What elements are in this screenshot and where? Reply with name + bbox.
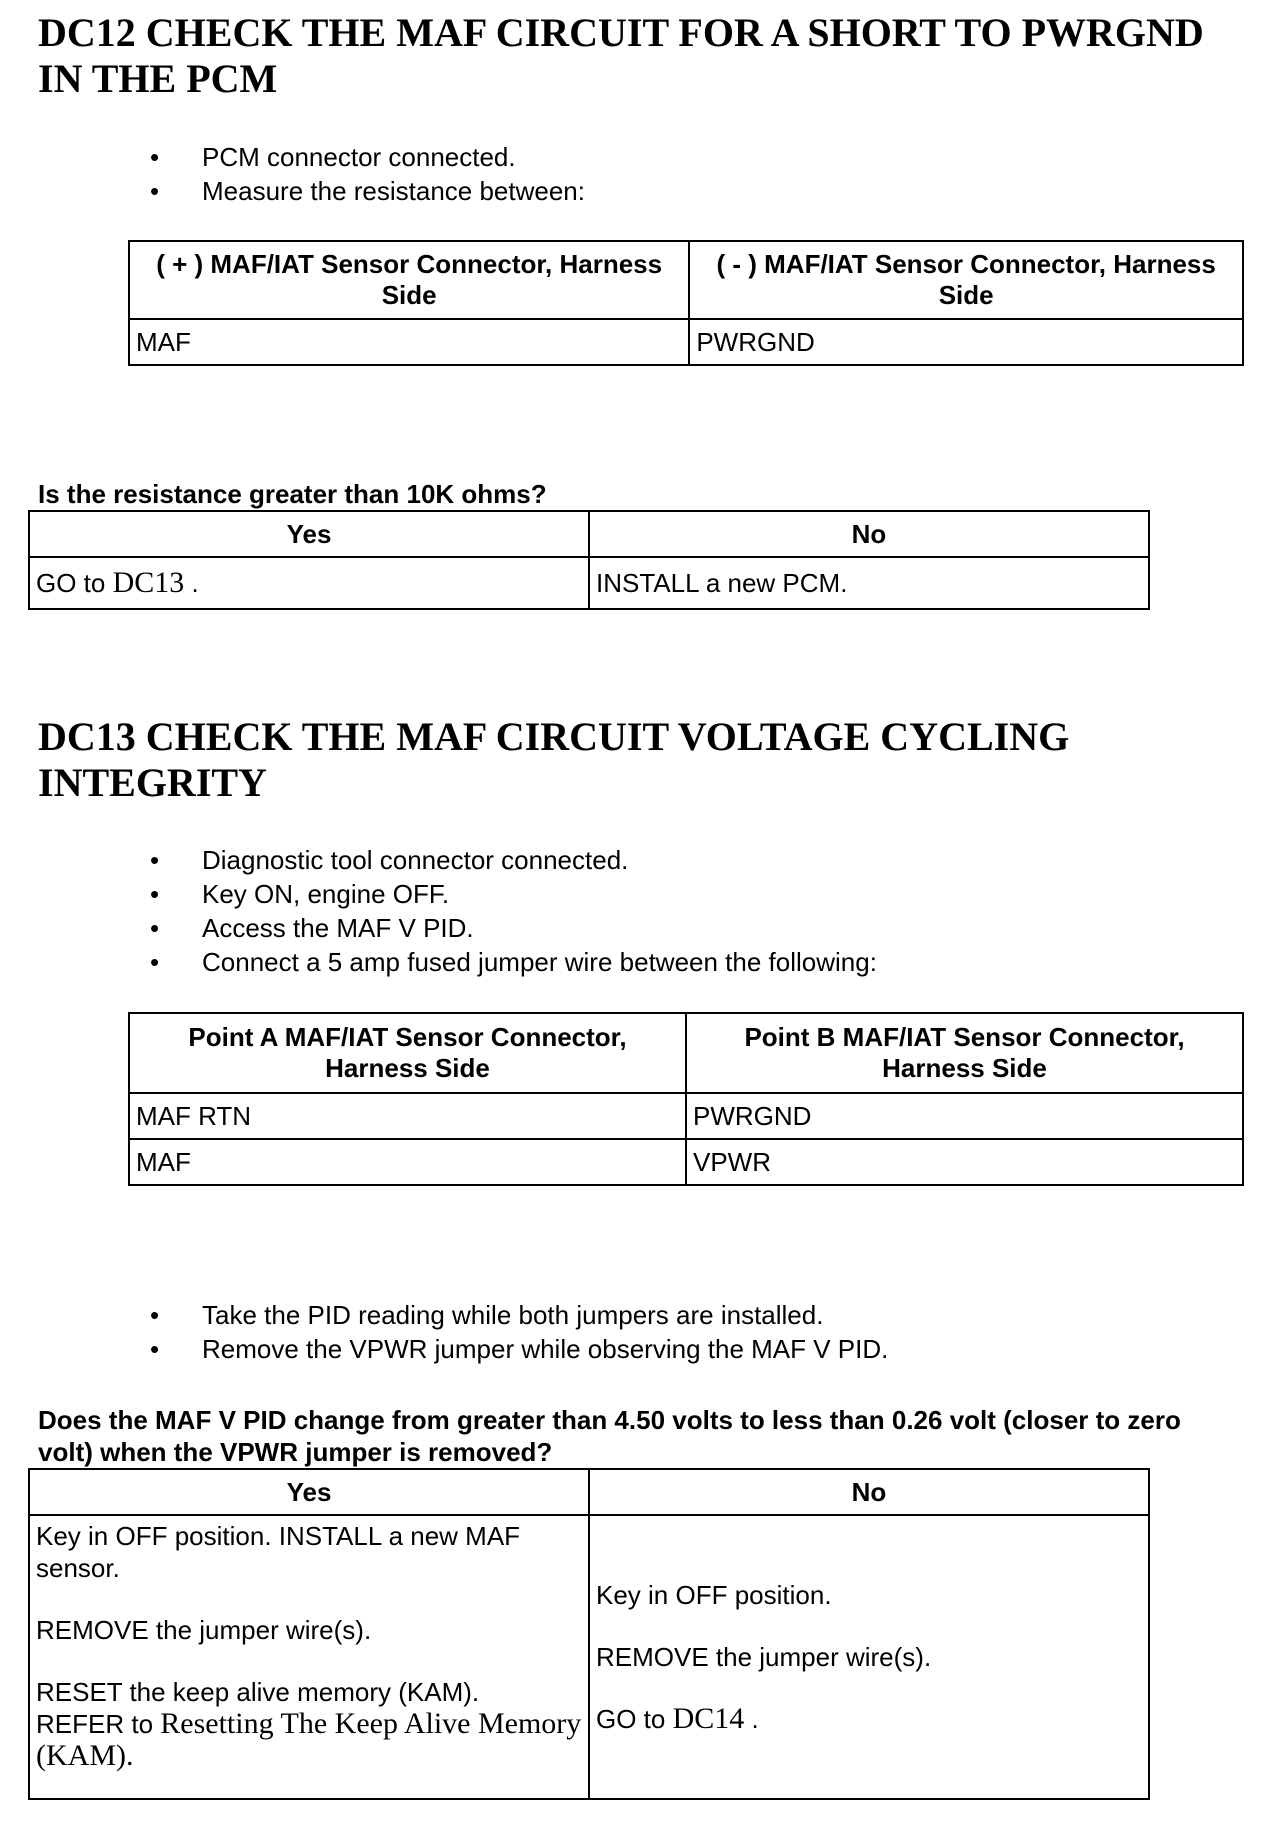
table-cell: PWRGND [686, 1093, 1243, 1139]
table-cell: PWRGND [689, 319, 1243, 365]
refer-prefix: REFER to [36, 1709, 154, 1739]
yes-step-1: Key in OFF position. INSTALL a new MAF sensor. [36, 1521, 521, 1583]
no-cell: INSTALL a new PCM. [589, 557, 1149, 609]
dc13-question: Does the MAF V PID change from greater than 4.50 volts to less than 0.26 volt (closer to zero volt) when the VPWR jumper is removed? [38, 1405, 1181, 1467]
table-header: Point A MAF/IAT Sensor Connector, Harness Side [129, 1013, 686, 1093]
table-header: ( + ) MAF/IAT Sensor Connector, Harness Side [129, 241, 689, 319]
dc13-link[interactable]: DC13 [112, 566, 185, 599]
yes-step-3: RESET the keep alive memory (KAM). [36, 1677, 480, 1707]
yes-cell [29, 1515, 589, 1799]
yes-step-4 [36, 1708, 582, 1772]
table-header: ( - ) MAF/IAT Sensor Connector, Harness Side [689, 241, 1243, 319]
dc12-result-table [28, 510, 1150, 610]
list-item: • Connect a 5 amp fused jumper wire between the following: [150, 945, 877, 979]
table-cell: MAF [129, 319, 689, 365]
yes-step-2: REMOVE the jumper wire(s). [36, 1615, 372, 1645]
table-cell: MAF [129, 1139, 686, 1185]
yes-header: Yes [29, 1469, 589, 1515]
dc14-link[interactable]: DC14 [672, 1702, 745, 1735]
dc13-bullet-list-2 [150, 1298, 888, 1366]
dc13-bullet-list [150, 843, 877, 979]
kam-reset-link[interactable]: Resetting The Keep Alive Memory (KAM). [36, 1707, 582, 1772]
yes-prefix: GO to [36, 568, 106, 598]
no-header: No [589, 1469, 1149, 1515]
yes-header: Yes [29, 511, 589, 557]
dc12-bullet-list [150, 140, 585, 208]
table-cell: MAF RTN [129, 1093, 686, 1139]
list-item: • Diagnostic tool connector connected. [150, 843, 877, 877]
table-header: Point B MAF/IAT Sensor Connector, Harness Side [686, 1013, 1243, 1093]
dc13-jumper-table [128, 1012, 1244, 1186]
dc12-heading: DC12 CHECK THE MAF CIRCUIT FOR A SHORT TO PWRGND IN THE PCM [38, 10, 1204, 101]
no-cell [589, 1515, 1149, 1799]
list-item: • Key ON, engine OFF. [150, 877, 877, 911]
list-item: • Measure the resistance between: [150, 174, 585, 208]
list-item: • Take the PID reading while both jumpers are installed. [150, 1298, 888, 1332]
go-suffix: . [751, 1704, 759, 1734]
no-step-2: REMOVE the jumper wire(s). [596, 1642, 932, 1672]
dc12-question: Is the resistance greater than 10K ohms? [38, 479, 547, 509]
yes-suffix: . [191, 568, 199, 598]
no-step-3 [596, 1703, 1142, 1735]
yes-cell [29, 557, 589, 609]
list-item: • Remove the VPWR jumper while observing the MAF V PID. [150, 1332, 888, 1366]
list-item: • Access the MAF V PID. [150, 911, 877, 945]
go-prefix: GO to [596, 1704, 666, 1734]
dc13-result-table [28, 1468, 1150, 1800]
dc13-heading: DC13 CHECK THE MAF CIRCUIT VOLTAGE CYCLING INTEGRITY [38, 714, 1070, 805]
dc12-measure-table [128, 240, 1244, 366]
no-step-1: Key in OFF position. [596, 1580, 832, 1610]
list-item: • PCM connector connected. [150, 140, 585, 174]
no-header: No [589, 511, 1149, 557]
table-cell: VPWR [686, 1139, 1243, 1185]
